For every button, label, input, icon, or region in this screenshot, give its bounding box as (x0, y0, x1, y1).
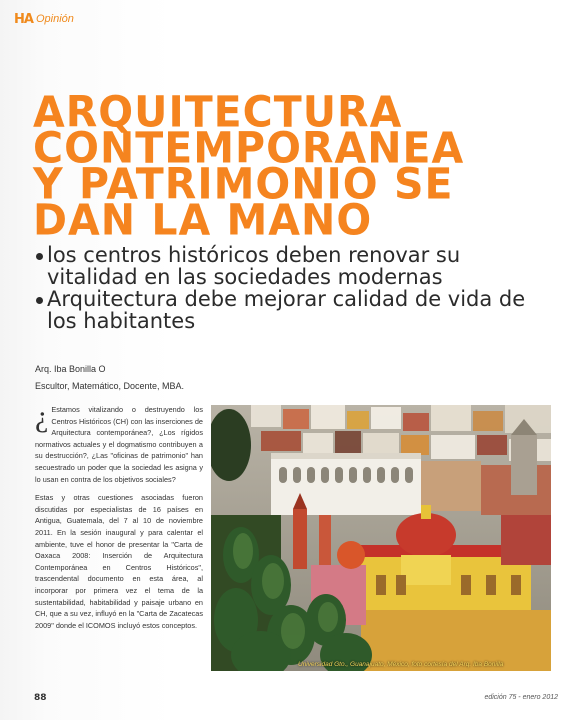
page-number: 88 (34, 693, 47, 703)
subtitle-bullet: los centros históricos deben renovar su vitalidad en las sociedades modernas (35, 244, 555, 288)
author-name: Arq. Iba Bonilla O (35, 364, 106, 374)
body-paragraph: Estas y otras cuestiones asociadas fueron discutidas por especialistas de 16 países en Antigua, Guatemala, del 7 al 10 de noviembre 2011. En la sesión inaugural y para calentar el ambiente, tuve el honor de presentar la "Carta de Oaxaca 2008: Inserción de Arquitectura Contemporánea en Centros Históricos", trascendental documento en esta área, al incorporar por primera vez el tema de la sustentabilidad, habitabilidad y paisaje urbano en CH, que a su vez, influyó en la "Carta de Zacatecas 2009" donde el ICOMOS incluyó estos conceptos. (35, 493, 203, 630)
article-body (35, 400, 203, 638)
guanajuato-city-photo (211, 405, 551, 671)
dropcap: ¿ (35, 400, 49, 433)
section-label: Opinión (35, 13, 74, 25)
title-line: ARQUITECTURA (33, 86, 403, 138)
magazine-logo: HA (14, 11, 33, 27)
article-photo (211, 405, 551, 671)
photo-caption: Universidad Gto., Guanajuato, México, foto cortesía del Arq. Iba Bonilla (298, 661, 504, 668)
article-title (33, 86, 553, 246)
author-block (35, 361, 184, 395)
title-line: CONTEMPORANEA (33, 122, 465, 174)
section-header (14, 11, 74, 27)
title-line: DAN LA MANO (33, 194, 373, 246)
paragraph-text: Estamos vitalizando o destruyendo los Centros Históricos (CH) con las inserciones de Arquitectura contemporánea?, ¿Los rígidos normativos actuales y el dogmatismo contribuyen a su destrucción?, ¿Las "oficinas de patrimonio" han secuestrado un poder que la sociedad les asigna y lo usan en contra de los objetivos sociales? (35, 405, 203, 484)
title-line: Y PATRIMONIO SE (33, 158, 454, 210)
issue-label: edición 75 - enero 2012 (484, 694, 558, 701)
author-role: Escultor, Matemático, Docente, MBA. (35, 381, 185, 391)
body-paragraph (35, 400, 203, 485)
article-subtitle (35, 244, 555, 332)
subtitle-bullet: Arquitectura debe mejorar calidad de vida de los habitantes (35, 288, 555, 332)
